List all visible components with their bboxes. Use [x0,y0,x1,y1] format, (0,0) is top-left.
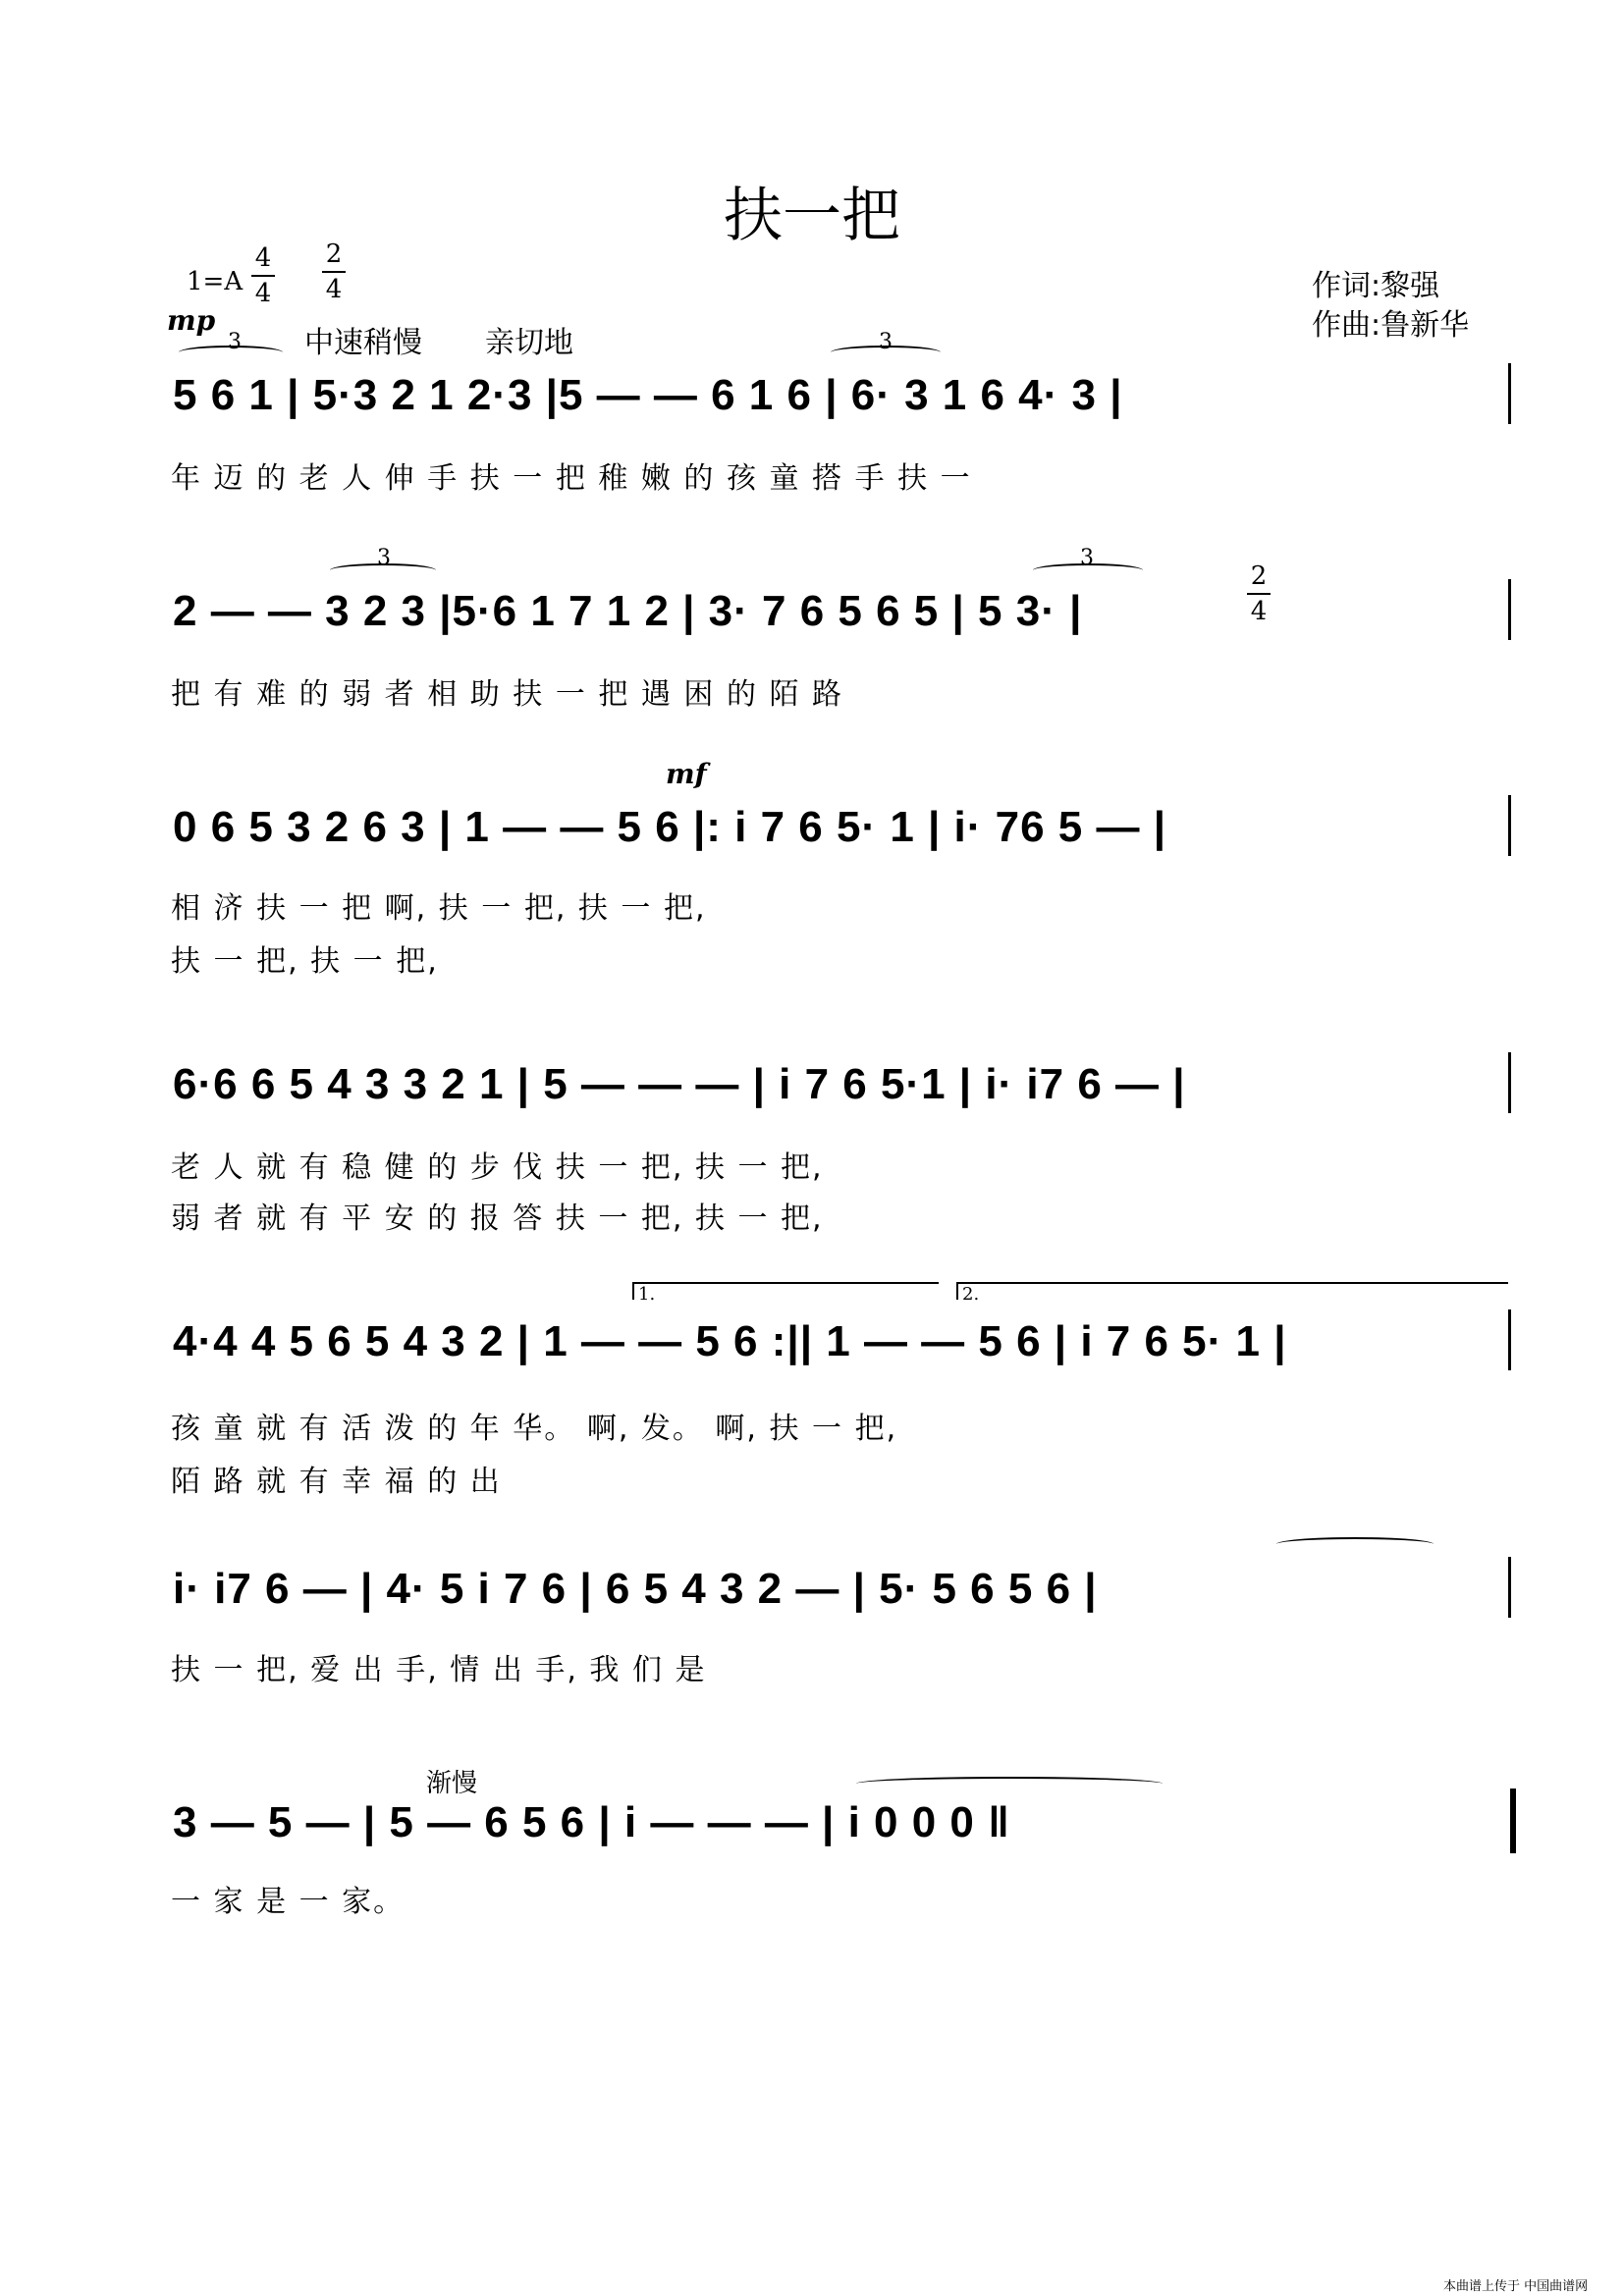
volta-bracket-2 [956,1282,1508,1305]
staff-7-lyrics: 一 家 是 一 家。 [171,1885,406,1919]
key-signature: 1=A [187,267,244,296]
staff-6-lyrics: 扶 一 把, 爱 出 手, 情 出 手, 我 们 是 [171,1653,707,1687]
expression-marking: 亲切地 [485,326,573,360]
staff-3-lyrics-verse-2: 扶 一 把, 扶 一 把, [171,944,439,979]
composer-credit: 作曲:鲁新华 [1312,308,1470,343]
time-signature-2 [322,240,346,304]
dynamic-mf: mf [666,758,707,790]
final-barline [1510,1789,1516,1853]
slur [179,346,283,359]
time-sig-bottom: 4 [1250,597,1268,626]
staff-3-lyrics-verse-1: 相 济 扶 一 把 啊, 扶 一 把, 扶 一 把, [171,891,707,926]
volta-2-label: 2. [962,1284,980,1305]
tempo-marking: 中速稍慢 [304,326,422,360]
staff-4-notes: 6·6 6 5 4 3 3 2 1 | 5 — — — | i 7 6 5·1 | i· i7 6 — | [173,1060,1186,1108]
time-sig-bottom: 4 [325,275,343,304]
mid-time-signature [1247,561,1271,626]
time-sig-top: 2 [325,240,343,269]
page-title: 扶一把 [724,182,900,250]
lyricist-credit: 作词:黎强 [1312,269,1440,303]
slur [330,563,436,577]
staff-6-notes: i· i7 6 — | 4· 5 i 7 6 | 6 5 4 3 2 — | 5· 5 6 5 6 | [173,1565,1098,1613]
slur [831,346,941,359]
staff-1-lyrics: 年 迈 的 老 人 伸 手 扶 一 把 稚 嫩 的 孩 童 搭 手 扶 一 [171,461,972,496]
slur [856,1777,1163,1790]
dynamic-marking: mp [167,304,216,337]
barline [1508,1309,1511,1370]
slur [1033,563,1143,577]
volta-bracket-1 [632,1282,939,1305]
staff-5-notes: 4·4 4 5 6 5 4 3 2 | 1 — — 5 6 :|| 1 — — 5 6 | i 7 6 5· 1 | [173,1317,1287,1365]
volta-1-label: 1. [638,1284,656,1305]
triplet-mark: 3 [879,330,893,354]
triplet-mark: 3 [377,546,391,570]
barline [1508,795,1511,856]
staff-5-lyrics-verse-2: 陌 路 就 有 幸 福 的 出 [171,1465,502,1499]
staff-2-notes: 2 — — 3 2 3 |5·6 1 7 1 2 | 3· 7 6 5 6 5 | 5 3· | [173,587,1083,635]
triplet-mark: 3 [228,330,242,354]
time-sig-top: 4 [254,243,272,273]
staff-7-notes: 3 — 5 — | 5 — 6 5 6 | i — — — | i 0 0 0 ‖ [173,1798,1011,1846]
barline [1508,579,1511,640]
staff-5-lyrics-verse-1: 孩 童 就 有 活 泼 的 年 华。 啊, 发。 啊, 扶 一 把, [171,1412,898,1446]
barline [1508,363,1511,424]
staff-4-lyrics-verse-1: 老 人 就 有 稳 健 的 步 伐 扶 一 把, 扶 一 把, [171,1150,824,1185]
staff-3-notes: 0 6 5 3 2 6 3 | 1 — — 5 6 |: i 7 6 5· 1 | i· 76 5 — | [173,803,1167,851]
ritardando-marking: 渐慢 [426,1769,478,1798]
time-signature-1 [251,243,275,308]
staff-4-lyrics-verse-2: 弱 者 就 有 平 安 的 报 答 扶 一 把, 扶 一 把, [171,1201,824,1236]
barline [1508,1052,1511,1113]
staff-1-notes: 5 6 1 | 5·3 2 1 2·3 |5 — — 6 1 6 | 6· 3 1 6 4· 3 | [173,371,1123,419]
staff-2-lyrics: 把 有 难 的 弱 者 相 助 扶 一 把 遇 困 的 陌 路 [171,677,844,712]
triplet-mark: 3 [1080,546,1094,570]
footer-credit: 本曲谱上传于 中国曲谱网 [1443,2279,1589,2294]
slur [1276,1537,1434,1551]
time-sig-top: 2 [1250,561,1268,591]
barline [1508,1557,1511,1618]
time-sig-bottom: 4 [254,279,272,308]
